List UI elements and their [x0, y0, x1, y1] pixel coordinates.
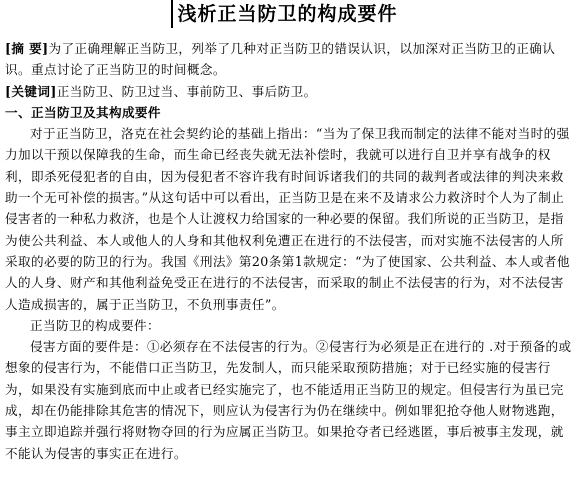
keywords-paragraph: [5, 81, 573, 102]
title-area: [0, 0, 577, 30]
abstract-label: [摘 要]: [5, 41, 49, 56]
section-heading: 一、正当防卫及其构成要件: [5, 104, 161, 120]
document-body: [5, 38, 573, 464]
body-paragraph-1: 对于正当防卫，洛克在社会契约论的基础上指出：“当为了保卫我而制定的法律不能对当时的强力加以干预以保障我的生命，而生命已经丧失就无法补偿时，我就可以进行自卫并享有战争的权利，即杀死侵犯者的自由，因为侵犯者不容许我有时间诉诸我们的共同的裁判者或法律的判决来救助一个无可补偿的损害。”从这句话中可以看出，正当防卫是在来不及请求公力救济时个人为了制止侵害者的一种私力救济，也是个人让渡权力给国家的一种必要的保留。我们所说的正当防卫，是指为使公共利益、本人或他人的人身和其他权利免遭正在进行的不法侵害，而对实施不法侵害的人所采取的必要的防卫的行为。我国《刑法》第20条第1款规定：“为了使国家、公共利益、本人或者他人的人身、财产和其他利益免受正在进行的不法侵害，而采取的制止不法侵害的行为，对不法侵害人造成损害的，属于正当防卫，不负刑事责任”。: [5, 126, 570, 312]
keywords-text: 正当防卫、防卫过当、事前防卫、事后防卫。: [56, 83, 317, 99]
abstract-paragraph: [5, 38, 573, 81]
page-title: 浅析正当防卫的构成要件: [171, 0, 397, 28]
abstract-text: 为了正确理解正当防卫，列举了几种对正当防卫的错误认识，以加深对正当防卫的正确认识。重点讨论了正当防卫的时间概念。: [5, 41, 556, 78]
keywords-label: [关键词]: [5, 83, 57, 99]
body-paragraph-3: 侵害方面的要件是：①必须存在不法侵害的行为。②侵害行为必须是正在进行的 .对于预备的或想象的侵害行为，不能借口正当防卫，先发制人，而只能采取预防措施；对于已经实施的侵害行为，如果没有实施到底而中止或者已经实施完了，也不能适用正当防卫的规定。但侵害行为虽已完成，却在仍能排除其危害的情况下，则应认为侵害行为仍在继续中。例如罪犯抢夺他人财物逃跑，事主立即追踪并强行将财物夺回的行为应属正当防卫。如果抢夺者已经逃匿，事后被事主发现，就不能认为侵害的事实正在进行。: [5, 339, 572, 461]
body-paragraph-2: 正当防卫的构成要件：: [30, 317, 160, 333]
